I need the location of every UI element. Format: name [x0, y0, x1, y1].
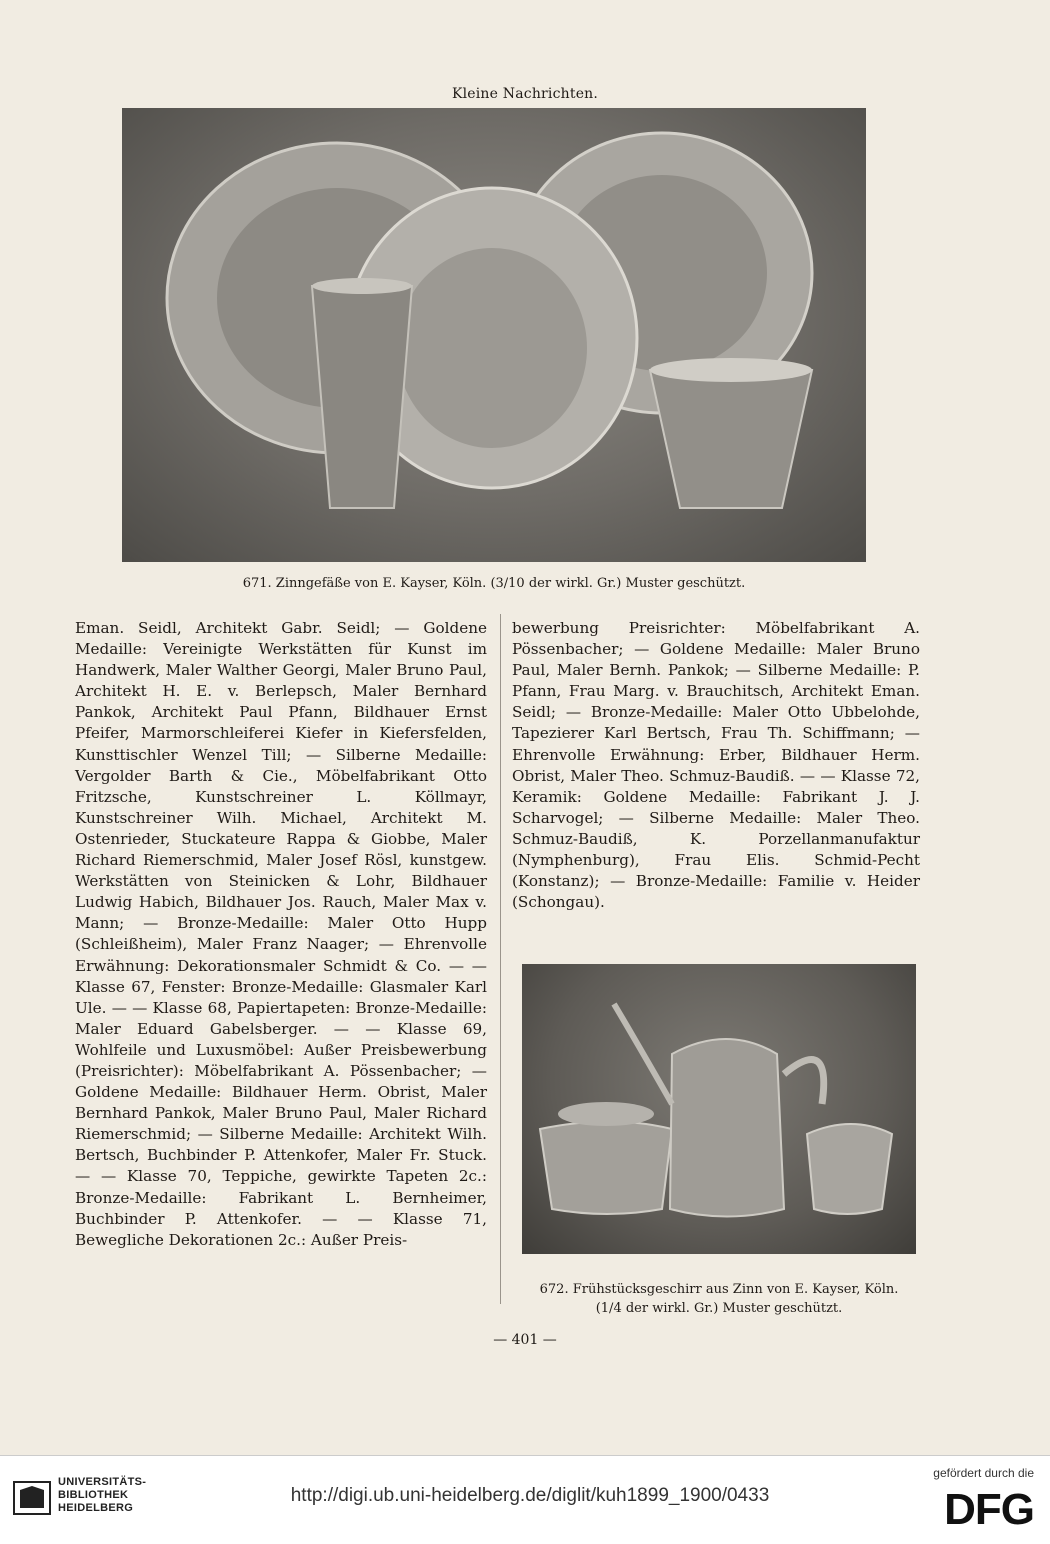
text-column-left: Eman. Seidl, Architekt Gabr. Seidl; — Goldene Medaille: Vereinigte Werkstätten für Kunst im Handwerk, Maler Walther Georgi, Maler Bruno Paul, Architekt H. E. v. Berlepsch, Maler Bernhard Pankok, Architekt Paul Pfann, Bildhauer Ernst Pfeifer, Marmorschleiferei Kiefer in Kiefersfelden, Kunsttischler Wenzel Till; — Silberne Medaille: Vergolder Barth & Cie., Möbelfabrikant Otto Fritzsche, Kunstschreiner L. Köllmayr, Kunstschreiner Wilh. Michael, Architekt M. Ostenrieder, Stuckateure Rappa & Giobbe, Maler Richard Riemerschmid, Maler Josef Rösl, kunstgew. Werkstätten von Steinicken & Lohr, Bildhauer Ludwig Habich, Bildhauer Jos. Rauch, Maler Max v. Mann; — Bronze-Medaille: Maler Otto Hupp (Schleißheim), Maler Franz Naager; — Ehrenvolle Erwähnung: Dekorationsmaler Schmidt & Co. — — Klasse 67, Fenster: Bronze-Medaille: Glasmaler Karl Ule. — — Klasse 68, Papiertapeten: Bronze-Medaille: Maler Eduard Gabelsberger. — — Klasse 69, Wohlfeile und Luxusmöbel: Außer Preisbewerbung (Preisrichter): Möbelfabrikant A. Pössenbacher; — Goldene Medaille: Bildhauer Herm. Obrist, Maler Bernhard Pankok, Maler Bruno Paul, Maler Richard Riemerschmid; — Silberne Medaille: Architekt Wilh. Bertsch, Buchbinder P. Attenkofer, Maler Fr. Stuck. — — Klasse 70, Teppiche, gewirkte Tapeten 2c.: Bronze-Medaille: Fabrikant L. Bernheimer, Buchbinder P. Attenkofer. — — Klasse 71, Bewegliche Dekorationen 2c.: Außer Preis- [75, 619, 487, 1249]
viewer-footer [0, 1455, 1050, 1544]
column-divider [500, 614, 501, 1304]
figure-672-caption-line1: 672. Frühstücksgeschirr aus Zinn von E. Kayser, Köln. [539, 1282, 899, 1297]
photo-breakfast-set [522, 964, 916, 1254]
figure-671-caption: 671. Zinngefäße von E. Kayser, Köln. (3/10 der wirkl. Gr.) Muster geschützt. [242, 576, 746, 591]
university-library-logo-icon [12, 1478, 52, 1518]
page-number: — 401 — [493, 1332, 557, 1348]
dfg-logo: DFG [944, 1485, 1034, 1534]
permalink-url[interactable]: http://digi.ub.uni-heidelberg.de/diglit/kuh1899_1900/0433 [290, 1485, 770, 1506]
running-head: Kleine Nachrichten. [451, 86, 599, 102]
figure-672-caption-line2: (1/4 der wirkl. Gr.) Muster geschützt. [595, 1301, 843, 1316]
text-column-right: bewerbung Preisrichter: Möbelfabrikant A. Pössenbacher; — Goldene Medaille: Maler Bruno Paul, Maler Bernh. Pankok; — Silberne Medaille: P. Pfann, Frau Marg. v. Brauchitsch, Architekt Eman. Seidl; — Bronze-Medaille: Maler Otto Ubbelohde, Tapezierer Karl Bertsch, Frau Th. Schiffmann; — Ehrenvolle Erwähnung: Erber, Bildhauer Herm. Obrist, Maler Theo. Schmuz-Baudiß. — — Klasse 72, Keramik: Goldene Medaille: Fabrikant J. J. Scharvogel; — Silberne Medaille: Maler Theo. Schmuz-Baudiß, K. Porzellanmanufaktur (Nymphenburg), Frau Elis. Schmid-Pecht (Konstanz); — Bronze-Medaille: Familie v. Heider (Schongau). [512, 619, 920, 912]
funding-text: gefördert durch die [933, 1466, 1034, 1480]
figure-672-caption [522, 1280, 916, 1318]
library-name: UNIVERSITÄTS- BIBLIOTHEK HEIDELBERG [58, 1476, 147, 1514]
photo-pewter-vessels [122, 108, 866, 562]
